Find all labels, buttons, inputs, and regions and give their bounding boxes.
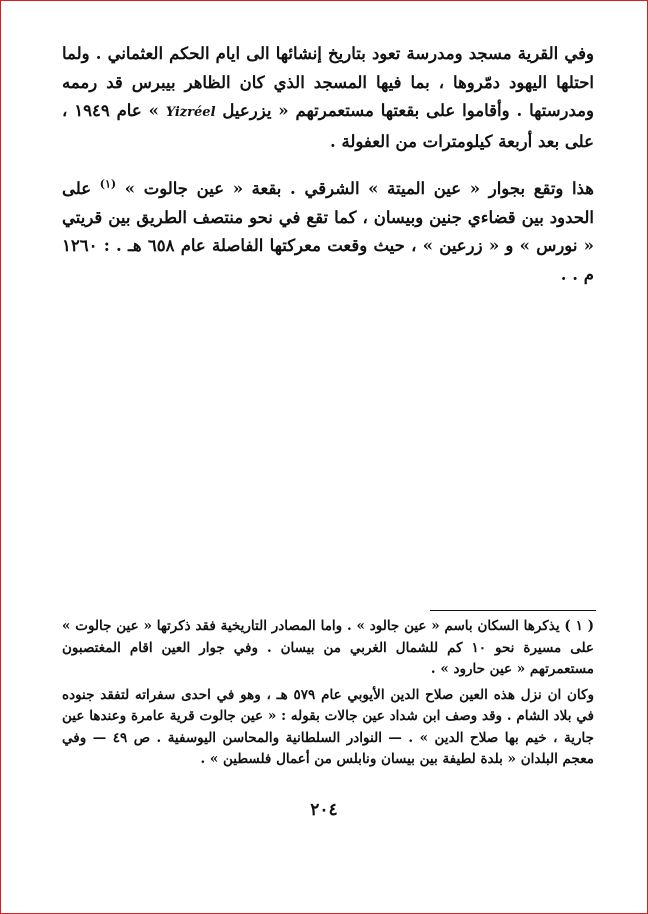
body-paragraph-1 — [62, 40, 594, 156]
footnote-reference: (١) — [99, 177, 117, 191]
latin-term: Yizréel — [165, 105, 216, 120]
paragraph-2-text-a: هذا وتقع بجوار « عين الميتة » الشرقي . بقعة « عين جالوت » — [124, 179, 594, 198]
paragraph-2-text-b: على الحدود بين قضاءي جنين وبيسان ، كما تقع في نحو منتصف الطريق بين قريتي « نورس » و « زرعين » ، حيث وقعت معركتها الفاصلة عام ٦٥٨ هـ . : ١٢٦٠ م . . — [62, 179, 594, 284]
footnotes-section — [62, 616, 594, 771]
footnote-1: ( ١ ) يذكرها السكان باسم « عين جالود » . واما المصادر التاريخية فقد ذكرتها « عين جالوت » على مسيرة نحو ١٠ كم للشمال الغربي من بيسان . وفي جوار العين اقام المغتصبون مستعمرتهم « عين حارود » . — [62, 618, 595, 677]
paragraph-1-text-b: » عام ١٩٤٩ ، على بعد أربعة كيلومترات من العفولة . — [62, 101, 594, 151]
body-paragraph-2 — [62, 175, 594, 289]
page-number: ٢٠٤ — [310, 800, 338, 820]
footnote-1-continued: وكان ان نزل هذه العين صلاح الدين الأيوبي عام ٥٧٩ هـ ، وهو في احدى سفراته لتفقد جنوده في بلاد الشام . وقد وصف ابن شداد عين جالات بقوله : « عين جالوت قرية عامرة وعندها عين جارية ، خيم بها صلاح الدين » . — النوادر السلطانية والمحاسن اليوسفية . ص ٤٩ — وفي معجم البلدان « بلدة لطيفة بين بيسان ونابلس من أعمال فلسطين » . — [62, 686, 595, 767]
footnote-separator — [430, 610, 596, 611]
paragraph-1-text-a: وفي القرية مسجد ومدرسة تعود بتاريخ إنشائها الى ايام الحكم العثماني . ولما احتلها اليهود دمّروها ، بما فيها المسجد الذي كان الظاهر بيبرس قد رممه ومدرستها . وأقاموا على بقعتها مستعمرتهم « يزرعيل — [62, 44, 594, 120]
